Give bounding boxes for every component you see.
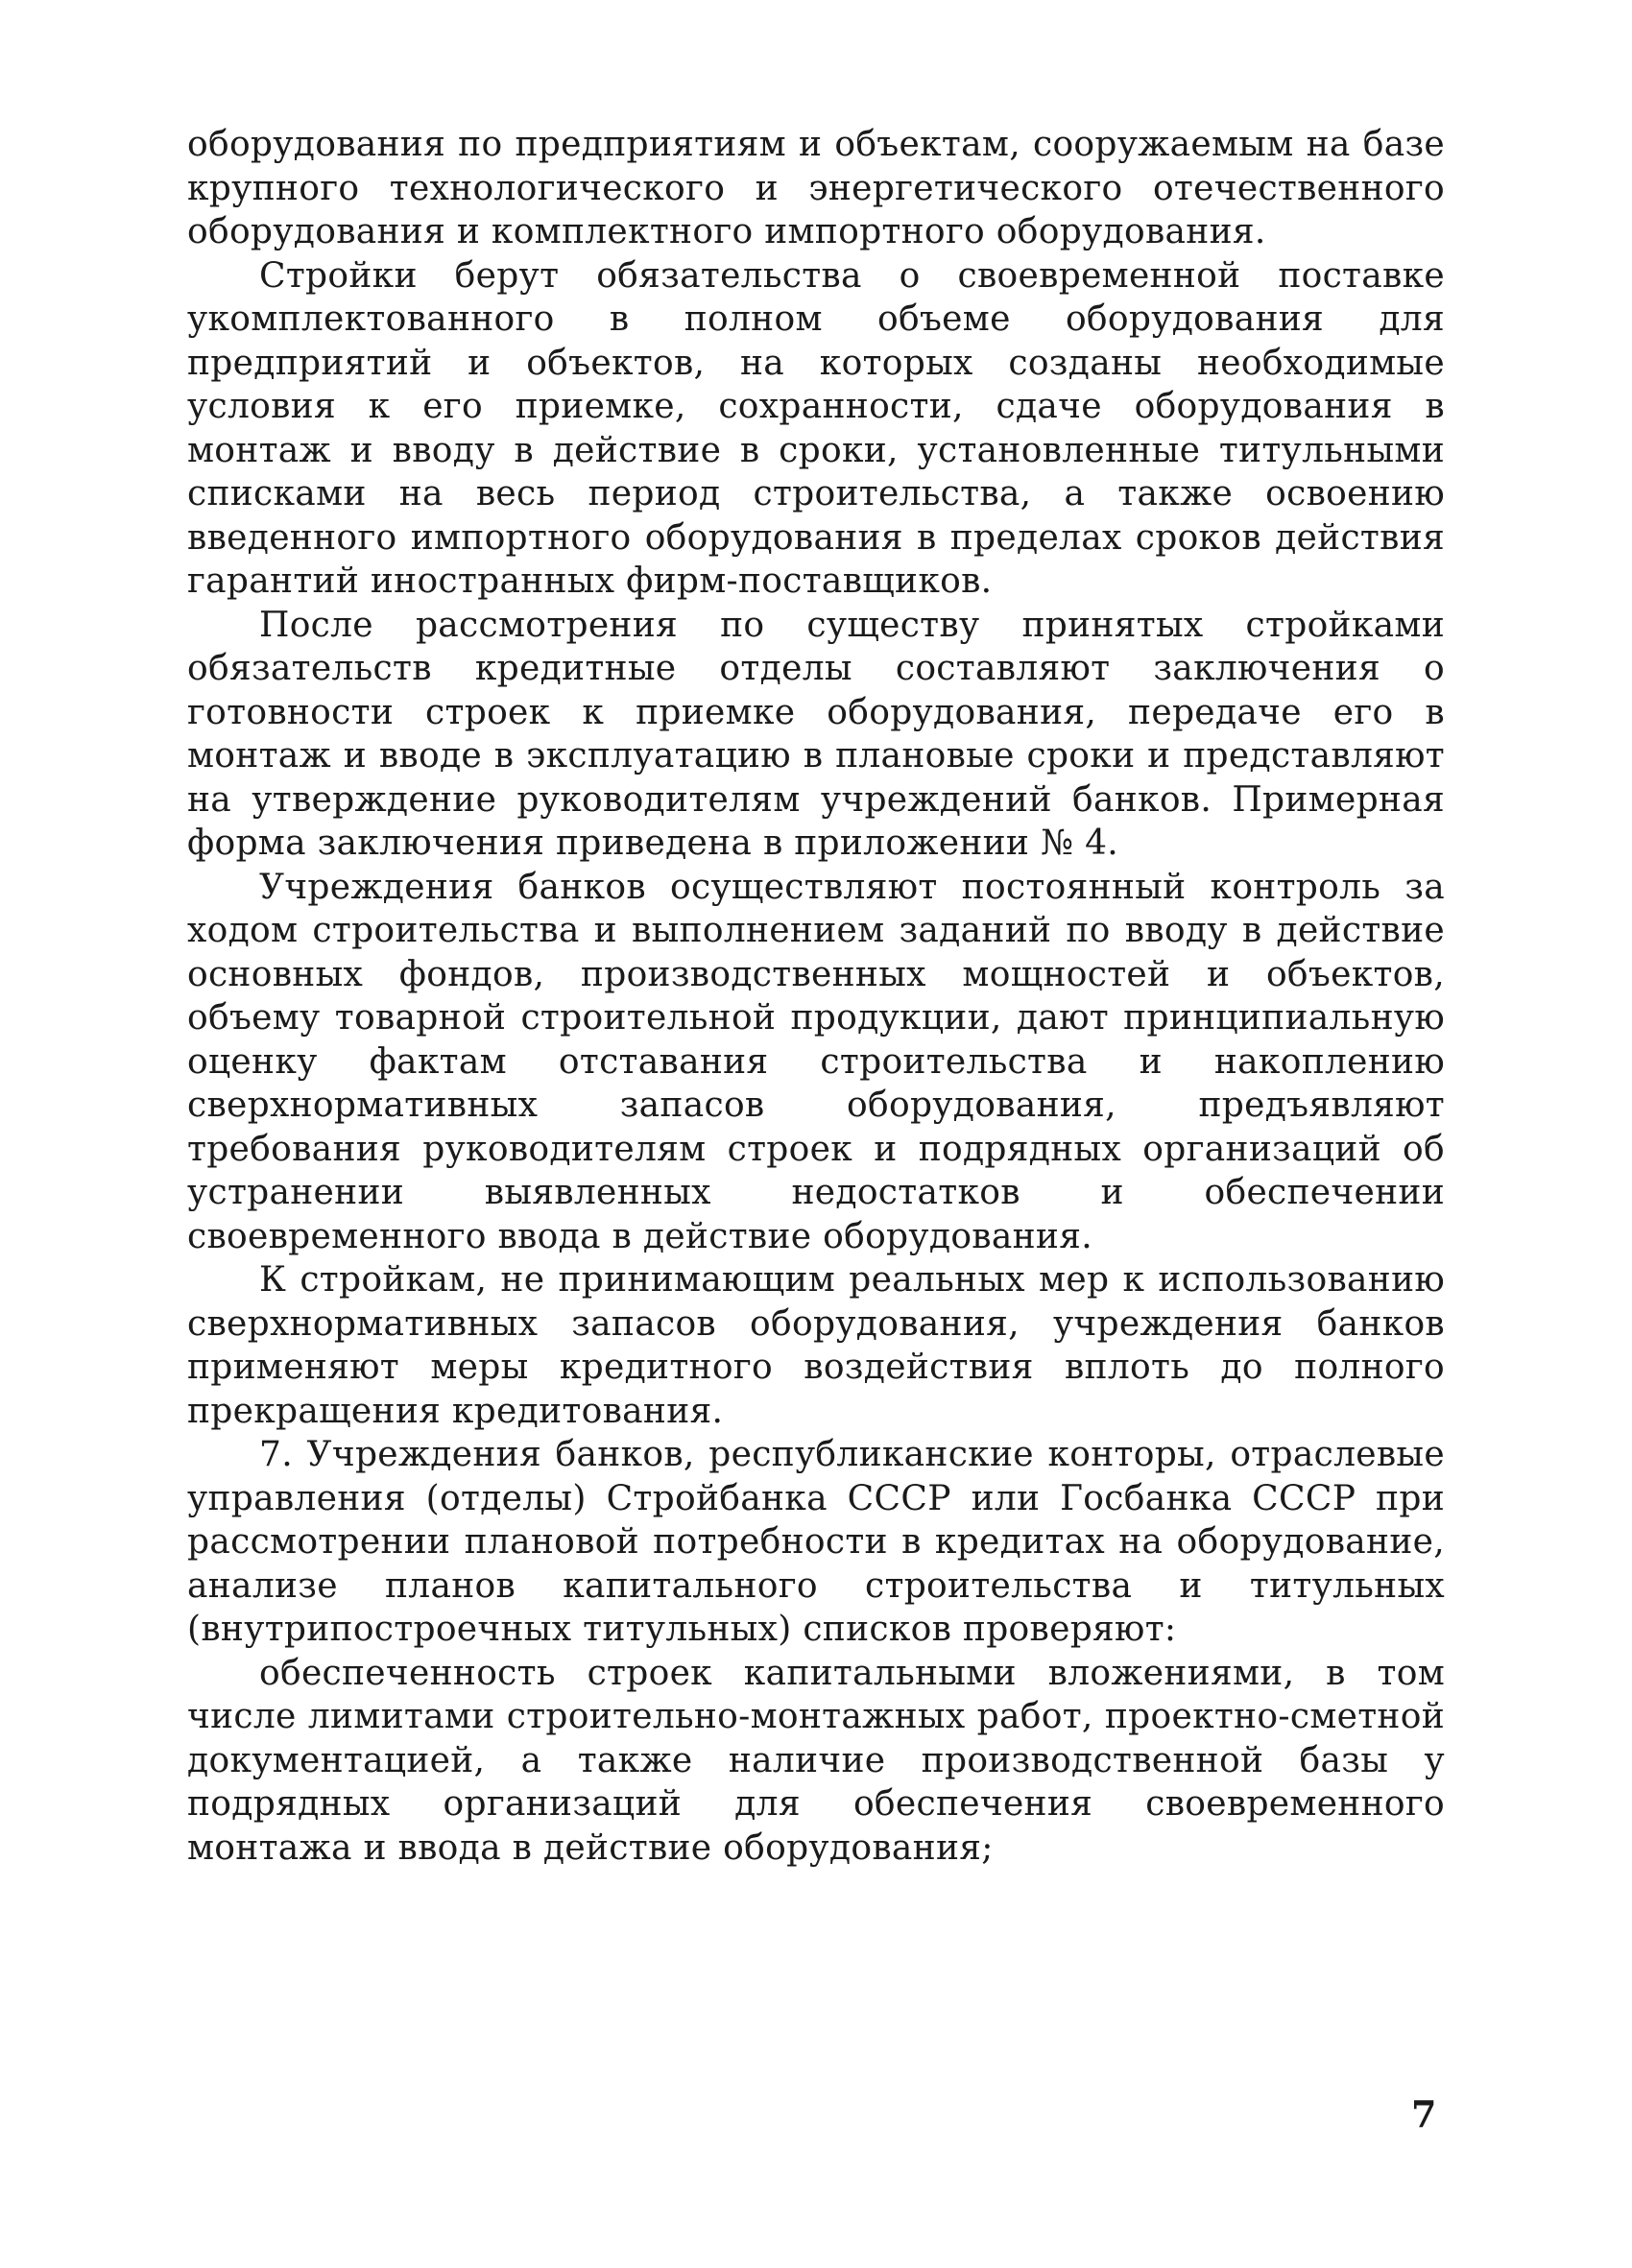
paragraph-4: Учреждения банков осуществляют постоянный контроль за ходом строительства и выполнением заданий по вводу в действие основных фондов, производственных мощностей и объектов, объему товарной строительной продукции, дают принципиальную оценку фактам отставания строительства и накоплению сверхнормативных запасов оборудования, предъявляют требования руководителям строек и подрядных организаций об устранении выявленных недостатков и обеспечении своевременного ввода в действие оборудования. xyxy=(187,867,1445,1256)
paragraph-2: Стройки берут обязательства о своевременной поставке укомплектованного в полном объеме оборудования для предприятий и объектов, на которых созданы необходимые условия к его приемке, сохранности, сдаче оборудования в монтаж и вводу в действие в сроки, установленные титульными списками на весь период строительства, а также освоению введенного импортного оборудования в пределах сроков действия гарантий иностранных фирм-поставщиков. xyxy=(187,255,1445,601)
paragraph-1: оборудования по предприятиям и объектам, сооружаемым на базе крупного технологического и энергетического отечественного оборудования и комплектного импортного оборудования. xyxy=(187,125,1445,251)
paragraph-7: обеспеченность строек капитальными вложениями, в том числе лимитами строительно-монтажных работ, проектно-сметной документацией, а также наличие производственной базы у подрядных организаций для обеспечения своевременного монтажа и ввода в действие оборудования; xyxy=(187,1653,1445,1868)
document-page xyxy=(187,123,1445,1870)
paragraph-5: К стройкам, не принимающим реальных мер к использованию сверхнормативных запасов оборудования, учреждения банков применяют меры кредитного воздействия вплоть до полного прекращения кредитования. xyxy=(187,1260,1445,1431)
paragraph-6: 7. Учреждения банков, республиканские конторы, отраслевые управления (отделы) Стройбанка СССР или Госбанка СССР при рассмотрении плановой потребности в кредитах на оборудование, анализе планов капитального строительства и титульных (внутрипостроечных титульных) списков проверяют: xyxy=(187,1435,1445,1649)
paragraph-3: После рассмотрения по существу принятых стройками обязательств кредитные отделы составляют заключения о готовности строек к приемке оборудования, передаче его в монтаж и вводе в эксплуатацию в плановые сроки и представляют на утверждение руководителям учреждений банков. Примерная форма заключения приведена в приложении № 4. xyxy=(187,605,1445,863)
page-number: 7 xyxy=(1411,2092,1437,2136)
